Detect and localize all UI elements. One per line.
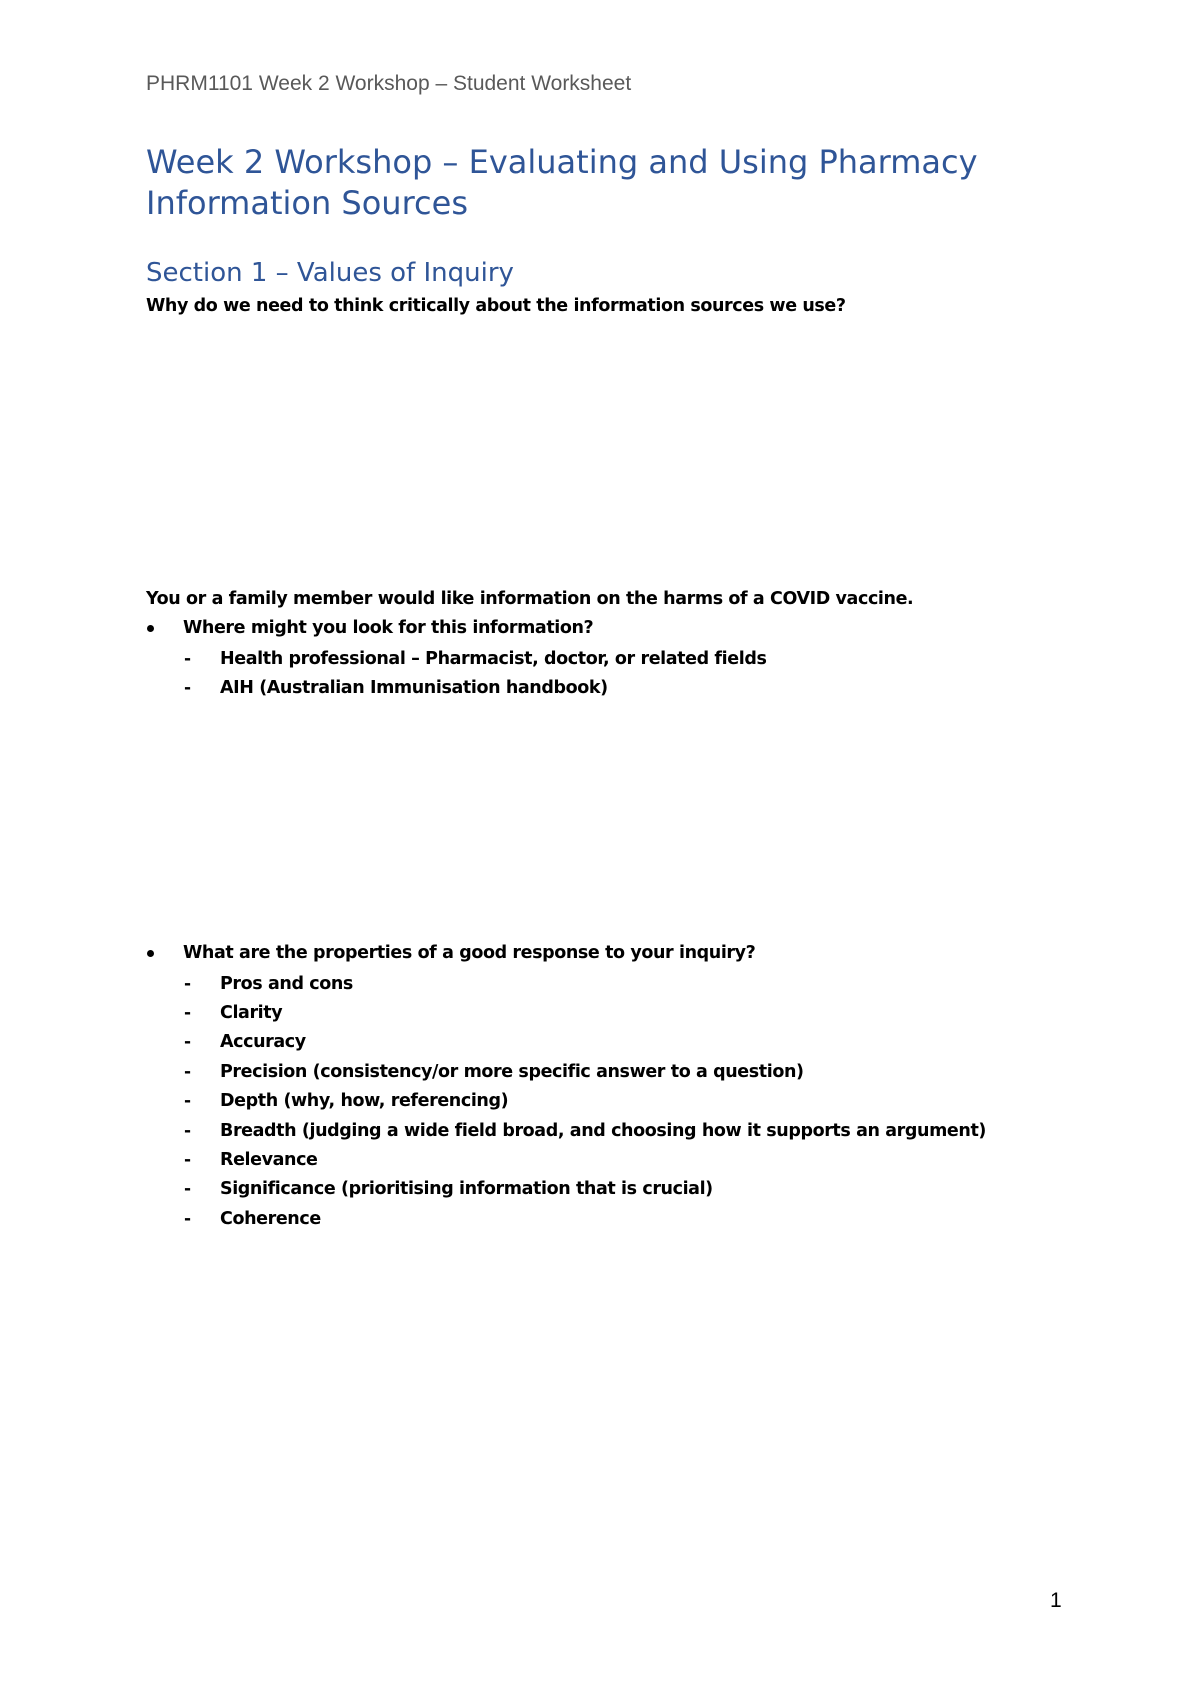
list-item-text: Breadth (judging a wide field broad, and choosing how it supports an argument) — [220, 1120, 987, 1141]
section-1-heading: Section 1 – Values of Inquiry — [146, 258, 514, 288]
dash-marker: - — [184, 678, 191, 699]
list-item-text: Depth (why, how, referencing) — [220, 1091, 509, 1112]
list-item — [184, 1175, 986, 1204]
list-item — [184, 1057, 986, 1086]
list-item — [184, 1028, 986, 1057]
list-item — [184, 1116, 986, 1145]
bullet-good-response — [146, 943, 755, 963]
list-item — [184, 969, 986, 998]
where-to-look-list — [184, 644, 766, 703]
dash-marker: - — [184, 973, 191, 994]
list-item-text: Clarity — [220, 1003, 283, 1024]
good-response-list — [184, 969, 986, 1234]
list-item-text: Pros and cons — [220, 973, 353, 994]
dash-marker: - — [184, 1032, 191, 1053]
list-item-text: AIH (Australian Immunisation handbook) — [220, 678, 608, 699]
list-item-text: Precision (consistency/or more specific answer to a question) — [220, 1061, 804, 1082]
list-item-text: Coherence — [220, 1208, 321, 1229]
dash-marker: - — [184, 1003, 191, 1024]
bullet-icon — [147, 625, 154, 632]
bullet-label: Where might you look for this information? — [183, 618, 594, 638]
bullet-where-to-look — [146, 618, 593, 638]
list-item-text: Significance (prioritising information that is crucial) — [220, 1179, 713, 1200]
list-item — [184, 998, 986, 1027]
list-item — [184, 1145, 986, 1174]
page-number: 1 — [1050, 1589, 1062, 1612]
dash-marker: - — [184, 648, 191, 669]
dash-marker: - — [184, 1061, 191, 1082]
list-item — [184, 673, 766, 702]
scenario-text: You or a family member would like information on the harms of a COVID vaccine. — [146, 589, 914, 609]
bullet-icon — [147, 950, 154, 957]
list-item — [184, 1087, 986, 1116]
document-title: Week 2 Workshop – Evaluating and Using Pharmacy Information Sources — [146, 143, 978, 222]
bullet-label: What are the properties of a good response to your inquiry? — [183, 943, 756, 963]
dash-marker: - — [184, 1091, 191, 1112]
list-item-text: Relevance — [220, 1150, 318, 1171]
list-item — [184, 644, 766, 673]
dash-marker: - — [184, 1179, 191, 1200]
dash-marker: - — [184, 1208, 191, 1229]
list-item-text: Accuracy — [220, 1032, 306, 1053]
list-item-text: Health professional – Pharmacist, doctor, or related fields — [220, 648, 767, 669]
list-item — [184, 1204, 986, 1233]
dash-marker: - — [184, 1150, 191, 1171]
question-critical-thinking: Why do we need to think critically about the information sources we use? — [146, 296, 846, 316]
page-header: PHRM1101 Week 2 Workshop – Student Worksheet — [146, 72, 632, 95]
dash-marker: - — [184, 1120, 191, 1141]
